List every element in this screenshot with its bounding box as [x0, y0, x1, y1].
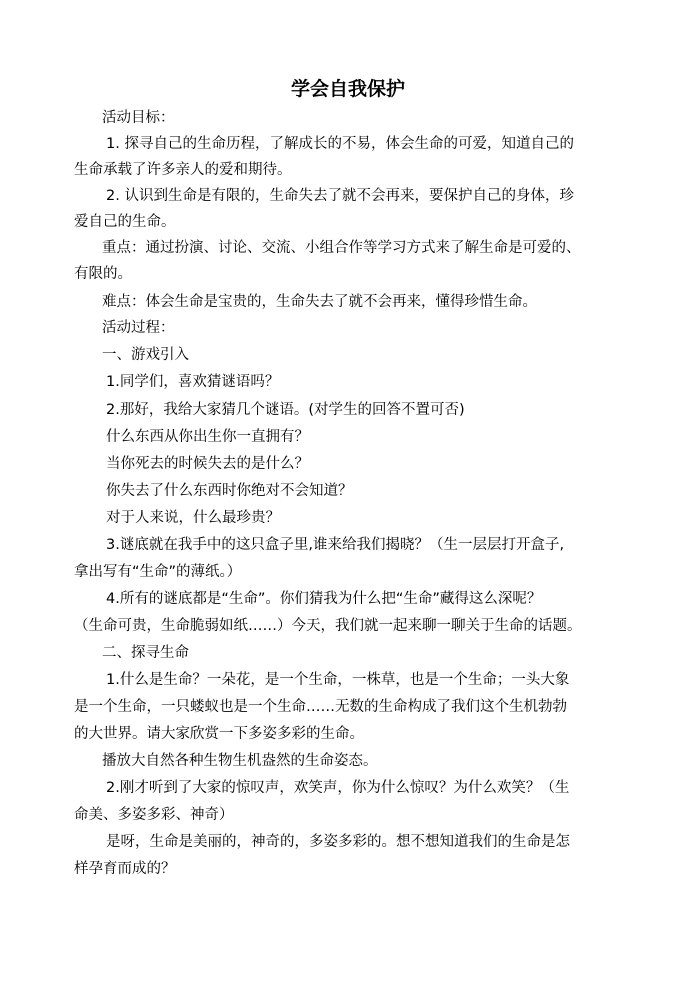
text-line: 是一个生命，一只蝼蚁也是一个生命……无数的生命构成了我们这个生机勃勃 [74, 699, 567, 715]
text-line: 1.同学们，喜欢猜谜语吗？ [106, 374, 280, 390]
text-line: 2. 认识到生命是有限的，生命失去了就不会再来，要保护自己的身体，珍 [106, 188, 574, 204]
riddle-line: 对于人来说，什么最珍贵？ [106, 510, 280, 526]
text-line: 1. 探寻自己的生命历程，了解成长的不易，体会生命的可爱，知道自己的 [106, 136, 574, 152]
text-line: 2.那好，我给大家猜几个谜语。(对学生的回答不置可否) [106, 402, 465, 418]
text-line: 生命承载了许多亲人的爱和期待。 [74, 162, 292, 178]
text-line-objectives-heading: 活动目标： [102, 110, 175, 126]
text-line: 2.刚才听到了大家的惊叹声，欢笑声，你为什么惊叹？为什么欢笑？（生 [106, 780, 570, 796]
text-line-difficulties: 难点：体会生命是宝贵的，生命失去了就不会再来，懂得珍惜生命。 [102, 294, 537, 310]
text-line: 有限的。 [74, 266, 132, 282]
section-heading-explore-life: 二、探寻生命 [102, 645, 189, 661]
page-title: 学会自我保护 [290, 78, 405, 100]
text-line: 的大世界。请大家欣赏一下多姿多彩的生命。 [74, 726, 364, 742]
text-line: 命美、多姿多彩、神奇） [74, 807, 234, 823]
text-line: 爱自己的生命。 [74, 214, 176, 230]
section-heading-game-intro: 一、游戏引入 [102, 347, 189, 363]
text-line: 4.所有的谜底都是“生命”。你们猜我为什么把“生命”藏得这么深呢？ [106, 591, 542, 607]
riddle-line: 你失去了什么东西时你绝对不会知道？ [106, 483, 353, 499]
text-line: 拿出写有“生命”的薄纸。） [74, 564, 242, 580]
text-line-process-heading: 活动过程： [102, 320, 175, 336]
text-line: 3.谜底就在我手中的这只盒子里,谁来给我们揭晓？（生一层层打开盒子, [106, 537, 565, 553]
text-line: 是呀，生命是美丽的，神奇的，多姿多彩的。想不想知道我们的生命是怎 [106, 834, 570, 850]
text-line: 1.什么是生命？一朵花，是一个生命，一株草，也是一个生命；一头大象 [106, 672, 570, 688]
riddle-line: 什么东西从你出生你一直拥有？ [106, 429, 309, 445]
text-line: 播放大自然各种生物生机盎然的生命姿态。 [102, 753, 378, 769]
riddle-line: 当你死去的时候失去的是什么？ [106, 456, 309, 472]
text-line-key-points: 重点：通过扮演、讨论、交流、小组合作等学习方式来了解生命是可爱的、 [102, 240, 581, 256]
text-line: （生命可贵，生命脆弱如纸……）今天，我们就一起来聊一聊关于生命的话题。 [74, 618, 582, 634]
text-line: 样孕育而成的？ [74, 861, 176, 877]
